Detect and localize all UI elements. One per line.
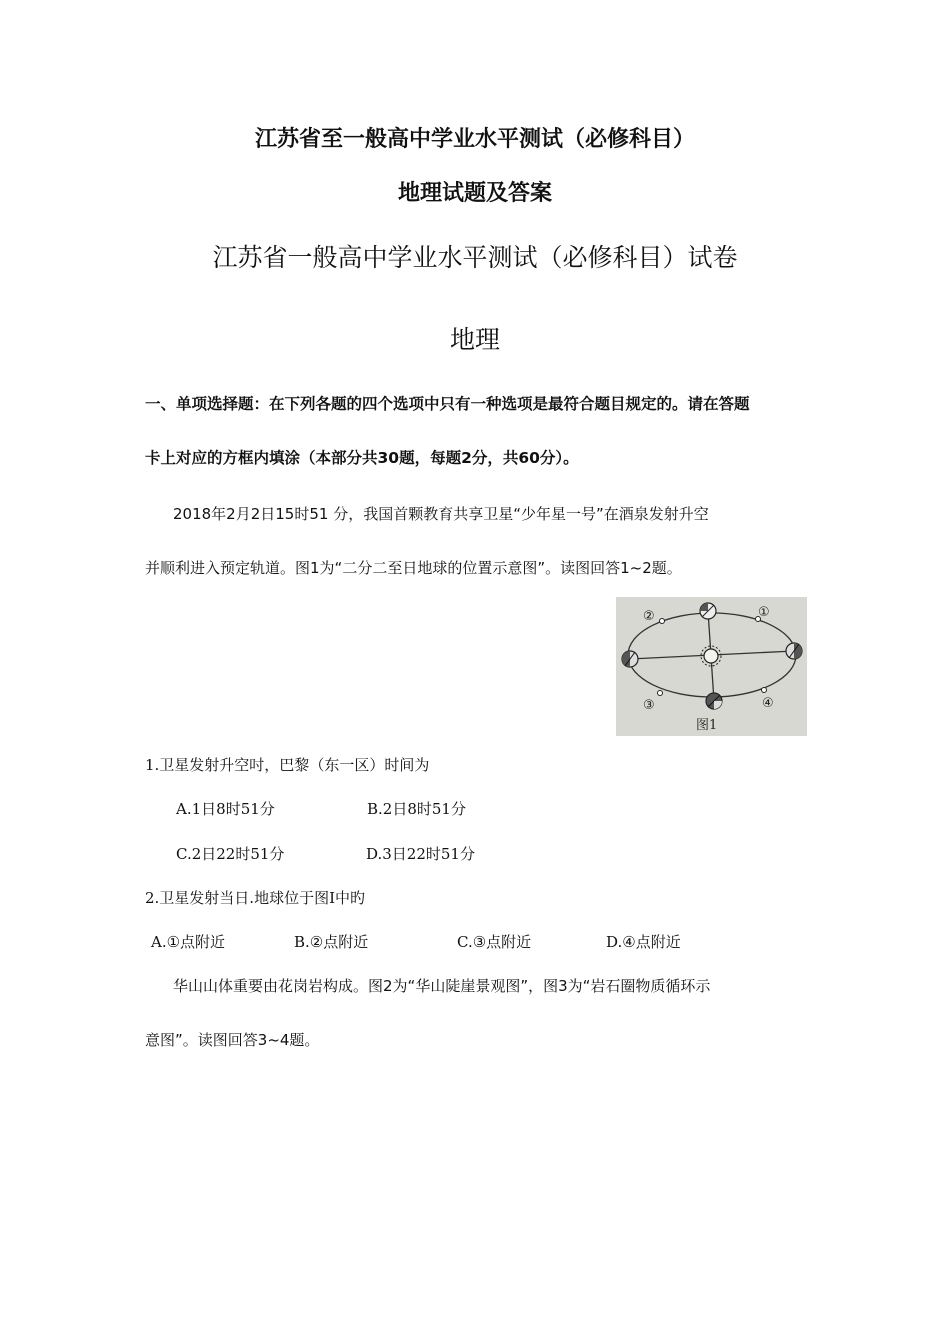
document-title: 江苏省至一般高中学业水平测试（必修科目） (254, 127, 695, 152)
passage2-line1: 华山山体重要由花岗岩构成。图2为“华山陡崖景观图”，图3为“岩石圈物质循环示 (173, 977, 711, 995)
question-2-option-d: D.④点附近 (606, 933, 681, 951)
document-subtitle: 地理试题及答案 (397, 181, 552, 206)
figure-1-earth-orbit (616, 597, 807, 736)
passage1-line2: 并顺利进入预定轨道。图1为“二分二至日地球的位置示意图”。读图回答1~2题。 (145, 559, 682, 577)
passage2-line2: 意图”。读图回答3~4题。 (145, 1031, 320, 1049)
figure-label-1: ① (758, 605, 770, 620)
section-instruction-line1: 一、单项选择题：在下列各题的四个选项中只有一种选项是最符合题目规定的。请在答题 (145, 395, 750, 413)
question-1-option-d: D.3日22时51分 (366, 845, 475, 863)
orbit-diagram (616, 597, 807, 736)
question-2-stem: 2.卫星发射当日.地球位于图I中旳 (145, 889, 366, 907)
section-instruction-line2: 卡上对应的方框内填涂（本部分共30题，每题2分，共60分）。 (145, 449, 579, 467)
passage1-line1: 2018年2月2日15时51 分，我国首颗教育共享卫星“少年星一号”在酒泉发射升空 (173, 505, 709, 523)
question-2-option-a: A.①点附近 (151, 933, 226, 951)
figure-label-3: ③ (643, 698, 655, 713)
question-1-option-b: B.2日8时51分 (367, 800, 466, 818)
figure-caption: 图1 (696, 718, 718, 733)
earth-left-icon (622, 651, 638, 667)
exam-title: 江苏省一般高中学业水平测试（必修科目）试卷 (212, 243, 738, 272)
question-2-option-c: C.③点附近 (457, 933, 532, 951)
question-1-option-c: C.2日22时51分 (176, 845, 285, 863)
earth-top-icon (700, 603, 716, 619)
question-2-option-b: B.②点附近 (294, 933, 369, 951)
question-1-stem: 1.卫星发射升空吋，巴黎（东一区）时间为 (145, 756, 430, 774)
earth-bottom-icon (706, 693, 722, 709)
earth-right-icon (786, 643, 802, 659)
question-1-option-a: A.1日8时51分 (176, 800, 275, 818)
figure-label-2: ② (643, 609, 655, 624)
subject-title: 地理 (449, 325, 500, 354)
figure-label-4: ④ (762, 696, 774, 711)
